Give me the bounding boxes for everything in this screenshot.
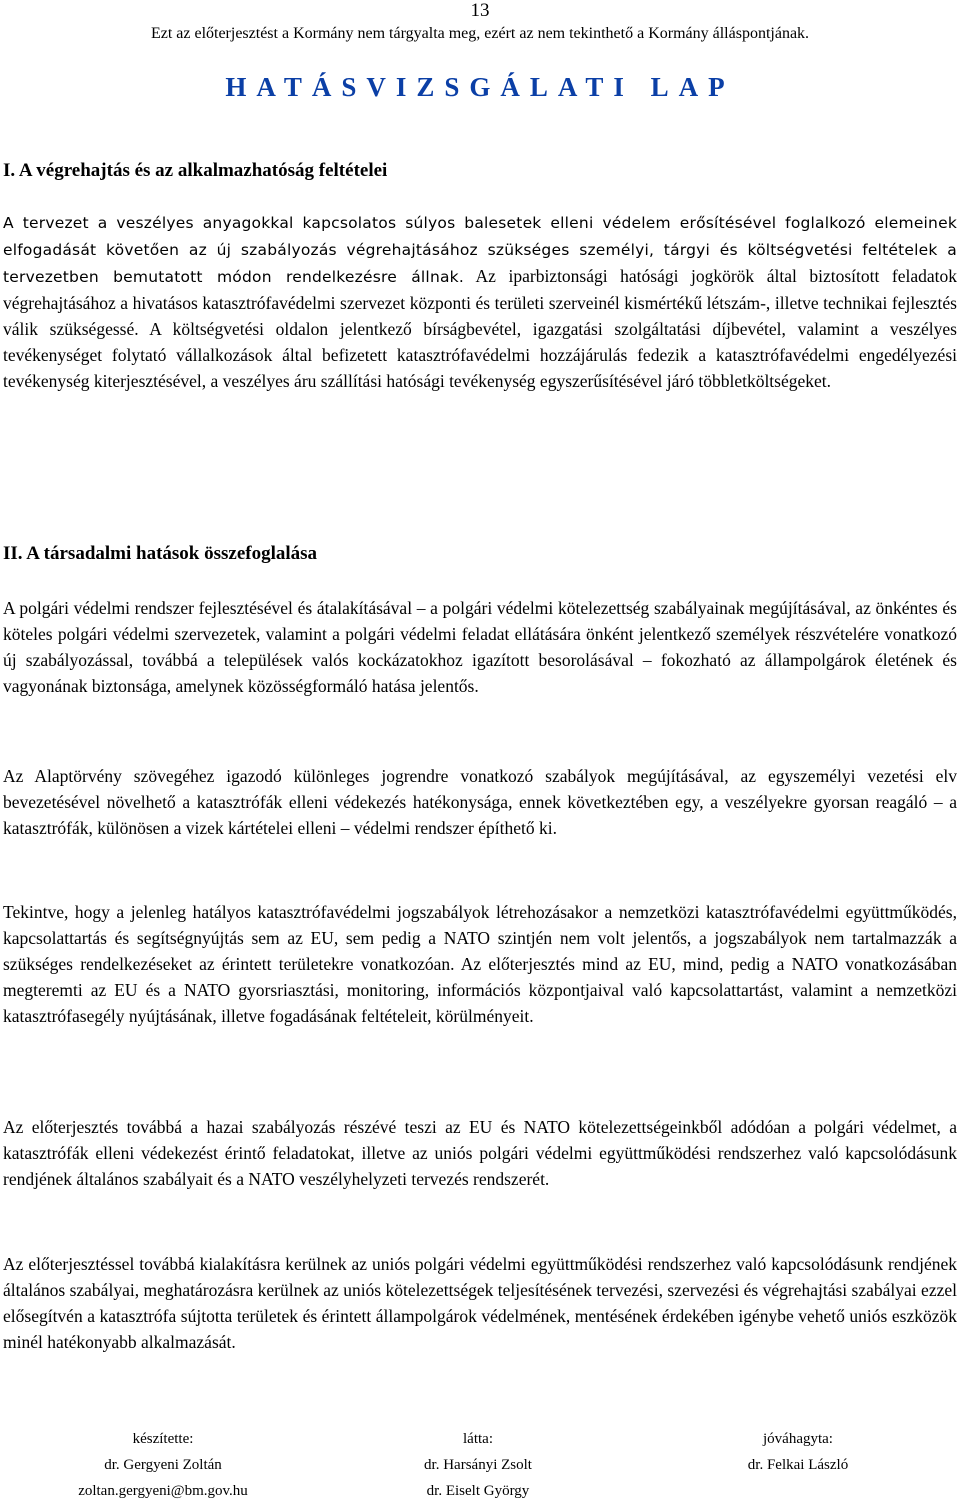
- section-2-paragraph-1: A polgári védelmi rendszer fejlesztésével és átalakításával – a polgári védelmi kötelezettség szabályainak megújításával, az önkéntes és köteles polgári védelmi szervezetek, valamint a polgári védelmi feladat ellátására önként jelentkező személyek részvételére vonatkozó új szabályozással, továbbá a települések valós kockázatokhoz igazított besorolásával – fokozható az állampolgárok életének és vagyonának biztonsága, amelynek közösségformáló hatása jelentős.: [3, 598, 957, 696]
- signature-prepared-name: dr. Gergyeni Zoltán: [104, 1457, 222, 1473]
- signature-prepared-label: készítette:: [132, 1431, 194, 1447]
- signature-seen-name: dr. Harsányi Zsolt: [424, 1457, 532, 1473]
- section-2-heading: II. A társadalmi hatások összefoglalása: [3, 543, 318, 564]
- signature-approved: [668, 1426, 928, 1478]
- section-2-paragraph-5: Az előterjesztéssel továbbá kialakításra kerülnek az uniós polgári védelmi együttműködési rendszerhez való kapcsolódásunk rendjének általános szabályai, meghatározásra kerülnek az uniós kötelezettségek teljesítésének tervezési, szervezési és végrehajtási szabályai ezzel elősegítvén a katasztrófa sújtotta területek és érintett állampolgárok védelmének, mentésének érdekében igénybe vehető uniós eszközök minél hatékonyabb alkalmazását.: [3, 1254, 957, 1352]
- section-2-paragraph-3: Tekintve, hogy a jelenleg hatályos katasztrófavédelmi jogszabályok létrehozásakor a nemzetközi katasztrófavédelmi együttműködés, kapcsolattartás és segítségnyújtás sem az EU, sem pedig a NATO szintjén nem volt jelentős, a jogszabályok nem tartalmazzák a szükséges rendelkezéseket az érintett területekre vonatkozóan. Az előterjesztés mind az EU, mind, pedig a NATO vonatkozásában megteremti az EU és a NATO gyorsriasztási, monitoring, információs központjaival való kapcsolattartást, valamint a nemzetközi katasztrófasegély nyújtásának, illetve fogadásának feltételeit, körülményeit.: [3, 902, 957, 1026]
- signature-seen-label: látta:: [463, 1431, 493, 1447]
- section-2-paragraph-2: Az Alaptörvény szövegéhez igazodó különleges jogrendre vonatkozó szabályok megújításával, az egyszemélyi vezetési elv bevezetésével növelhető a katasztrófák elleni védekezés hatékonysága, ennek következtében egy, a veszélyekre gyorsan reagáló – a katasztrófák, különösen a vizek kártételei elleni – védelmi rendszer építhető ki.: [3, 766, 957, 838]
- page-number: 13: [470, 0, 490, 21]
- section-1-text-sans: A tervezet a veszélyes anyagokkal kapcsolatos súlyos balesetek elleni védelem erősítésével foglalkozó elemeinek elfogadását követően az új szabályozás végrehajtásához szükséges személyi, tárgyi és költségvetési feltételek a tervezetben bemutatott módon rendelkezésre állnak.: [3, 214, 957, 286]
- signature-seen-name-2: dr. Eiselt György: [426, 1483, 530, 1499]
- signature-seen: [348, 1426, 608, 1504]
- signature-prepared-email: zoltan.gergyeni@bm.gov.hu: [78, 1483, 248, 1499]
- government-notice: Ezt az előterjesztést a Kormány nem tárgyalta meg, ezért az nem tekinthető a Kormány álláspontjának.: [150, 25, 810, 42]
- signature-prepared: [33, 1426, 293, 1504]
- signature-approved-name: dr. Felkai László: [747, 1457, 849, 1473]
- document-title: HATÁSVIZSGÁLATI LAP: [225, 72, 735, 102]
- section-1-paragraph: [3, 209, 957, 394]
- section-1-text-serif-2: A költségvetési oldalon jelentkező bírságbevétel, igazgatási szolgáltatási díjbevétel, valamint a veszélyes tevékenységet folytató vállalkozások által befizetett katasztrófavédelmi hozzájárulás fedezik a katasztrófavédelmi engedélyezési tevékenység kiterjesztésével, a veszélyes áru szállítási hatósági tevékenység egyszerűsítésével járó többletköltségeket.: [3, 319, 957, 391]
- signature-approved-label: jóváhagyta:: [763, 1431, 833, 1447]
- section-1-heading: I. A végrehajtás és az alkalmazhatóság feltételei: [3, 160, 388, 181]
- section-2-paragraph-4: Az előterjesztés továbbá a hazai szabályozás részévé teszi az EU és NATO kötelezettségeinkből adódóan a polgári védelmet, a katasztrófák elleni védekezést érintő feladatokat, illetve az uniós polgári védelmi együttműködési rendszerhez való kapcsolódásunk rendjének általános szabályait és a NATO veszélyhelyzeti tervezés rendszerét.: [3, 1117, 957, 1189]
- section-1-text-serif: Az iparbiztonsági hatósági jogkörök által biztosított feladatok végrehajtásához a hivatásos katasztrófavédelmi szervezet központi és területi szerveinél kismértékű létszám-, illetve technikai fejlesztés válik szükségessé.: [3, 266, 957, 339]
